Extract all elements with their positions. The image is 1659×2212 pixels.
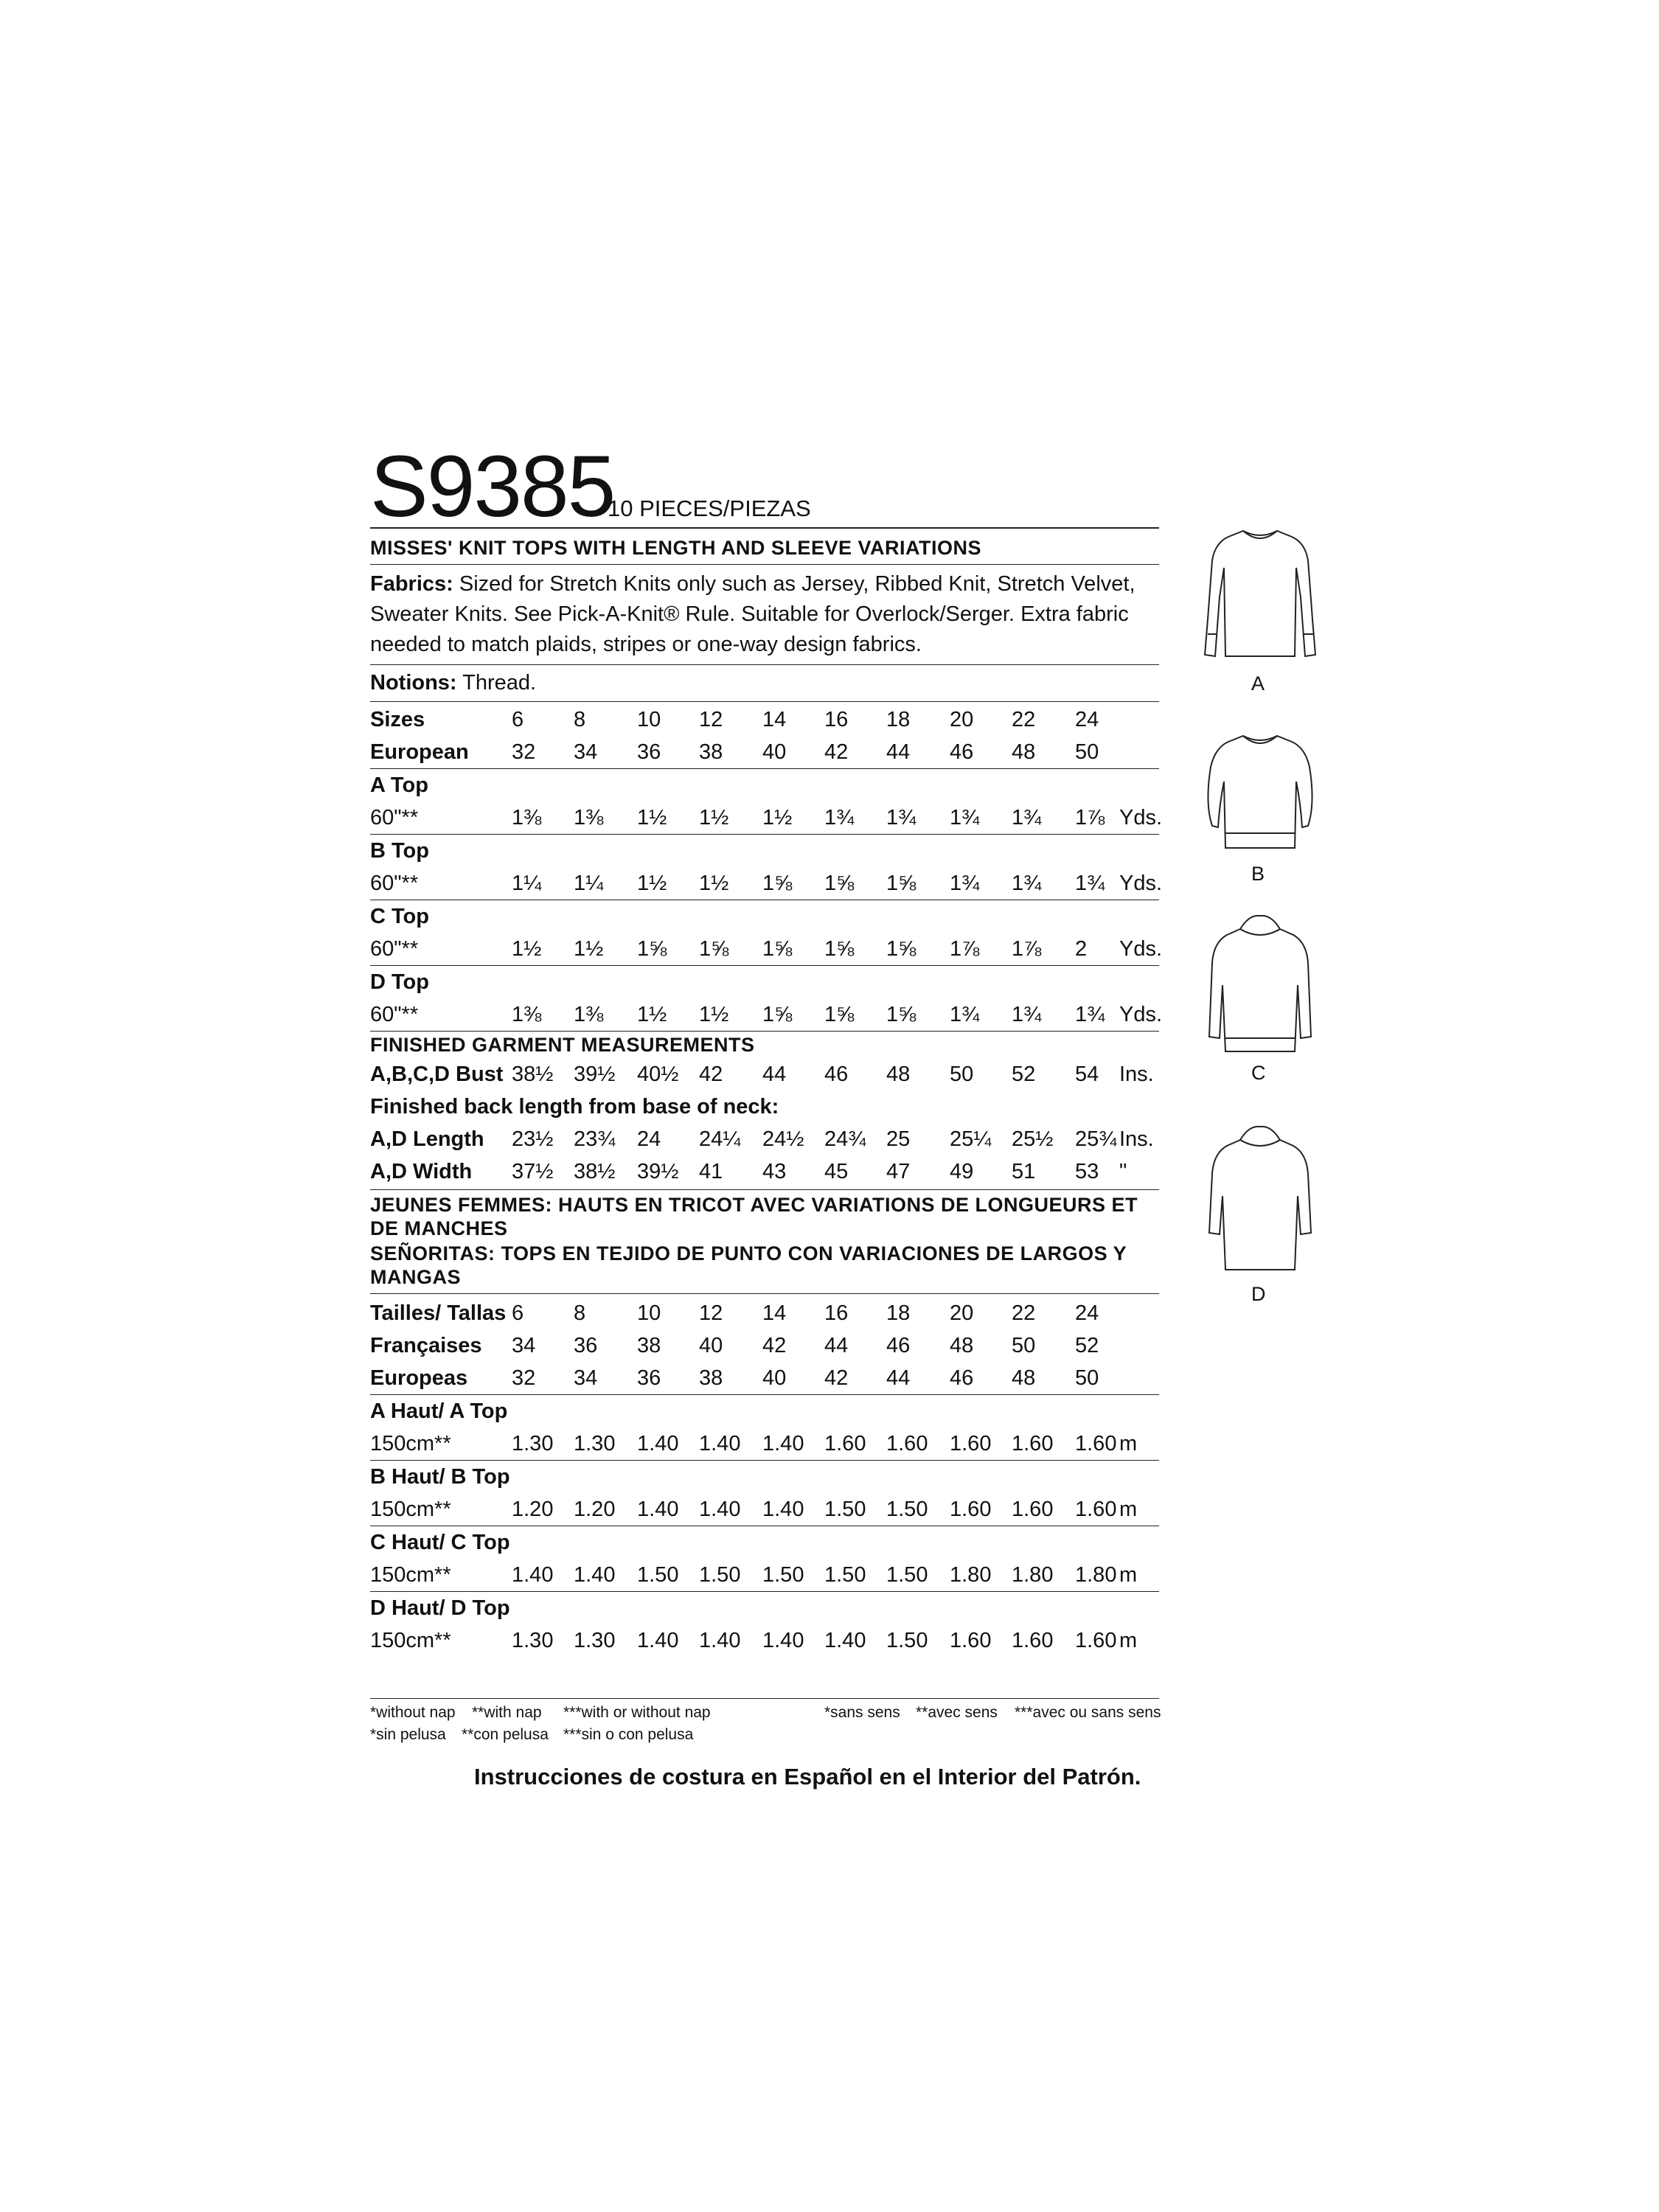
cell-value: 18 xyxy=(886,708,911,731)
cell-value: 39½ xyxy=(574,1062,616,1086)
yardage-row xyxy=(370,998,1163,1031)
row-label: A Haut/ A Top xyxy=(370,1399,508,1423)
view-d-sketch xyxy=(1197,1122,1323,1281)
row-label: D Haut/ D Top xyxy=(370,1596,510,1620)
cell-value: 20 xyxy=(950,1301,974,1325)
view-c-label: C xyxy=(1251,1062,1266,1084)
cell-value: 1.60 xyxy=(824,1432,866,1455)
footnotes-row-2: *sin pelusa **con pelusa ***sin o con pelusa xyxy=(370,1726,694,1743)
view-heading xyxy=(370,966,1159,998)
cell-value: 1⅝ xyxy=(699,937,729,961)
cell-value: 50 xyxy=(1075,740,1099,764)
cell-value: 46 xyxy=(824,1062,849,1086)
cell-value: 1¼ xyxy=(574,872,604,895)
cell-value: 25¾ xyxy=(1075,1127,1117,1151)
yardage-row xyxy=(370,801,1163,834)
french-title: JEUNES FEMMES: HAUTS EN TRICOT AVEC VARIATIONS DE LONGUEURS ET DE MANCHES xyxy=(370,1194,1138,1239)
cell-value: 1.60 xyxy=(950,1498,992,1521)
row-label: 150cm** xyxy=(370,1563,451,1587)
cell-value: 1.50 xyxy=(886,1629,928,1652)
cell-value: 42 xyxy=(699,1062,723,1086)
cell-value: 50 xyxy=(1075,1366,1099,1390)
cell-value: 24¼ xyxy=(699,1127,741,1151)
bust-row xyxy=(370,1058,1159,1091)
cell-value: 39½ xyxy=(637,1160,679,1183)
cell-value: 1¾ xyxy=(950,872,980,895)
cell-value: 1.40 xyxy=(699,1498,741,1521)
cell-value: 18 xyxy=(886,1301,911,1325)
cell-value: 10 xyxy=(637,1301,661,1325)
metric-yardage-row xyxy=(370,1493,1159,1526)
piece-count: 10 PIECES/PIEZAS xyxy=(608,495,811,521)
cell-value: 1½ xyxy=(512,937,542,961)
view-c-sketch xyxy=(1197,911,1323,1070)
cell-value: 1½ xyxy=(574,937,604,961)
cell-value: 40 xyxy=(699,1334,723,1357)
row-label: B Haut/ B Top xyxy=(370,1465,510,1489)
row-label: A,B,C,D Bust xyxy=(370,1062,504,1086)
cell-value: 23½ xyxy=(512,1127,554,1151)
cell-value: 1⅝ xyxy=(762,872,793,895)
cell-value: 36 xyxy=(574,1334,598,1357)
cell-value: 25½ xyxy=(1012,1127,1054,1151)
cell-value: 1.20 xyxy=(512,1498,554,1521)
cell-value: 1.50 xyxy=(824,1498,866,1521)
cell-value: 46 xyxy=(950,740,974,764)
cell-value: 1½ xyxy=(762,806,793,830)
cell-value: 1.50 xyxy=(699,1563,741,1587)
view-a-label: A xyxy=(1251,672,1265,695)
cell-value: 1.40 xyxy=(762,1432,804,1455)
row-label: European xyxy=(370,740,469,764)
row-label: 60"** xyxy=(370,872,419,895)
cell-value: 14 xyxy=(762,1301,787,1325)
row-label: Europeas xyxy=(370,1366,468,1390)
cell-value: 1⅝ xyxy=(762,1003,793,1026)
view-heading xyxy=(370,835,1159,867)
cell-value: 1.40 xyxy=(762,1629,804,1652)
cell-value: 1.50 xyxy=(886,1563,928,1587)
cell-value: 38½ xyxy=(574,1160,616,1183)
pattern-info-sheet xyxy=(370,438,1163,1746)
cell-value: 6 xyxy=(512,708,524,731)
cell-value: 1.40 xyxy=(637,1629,679,1652)
cell-value: 24¾ xyxy=(824,1127,866,1151)
width-values xyxy=(370,1155,1159,1188)
cell-value: 38 xyxy=(699,740,723,764)
cell-value: 32 xyxy=(512,740,536,764)
cell-value: 42 xyxy=(824,1366,849,1390)
cell-value: 1¼ xyxy=(512,872,542,895)
cell-value: 1.40 xyxy=(512,1563,554,1587)
cell-value: 1.40 xyxy=(699,1629,741,1652)
cell-value: 6 xyxy=(512,1301,524,1325)
cell-value: 12 xyxy=(699,708,723,731)
cell-value: 1.80 xyxy=(1012,1563,1054,1587)
notions-text: Notions: Thread. xyxy=(370,671,537,695)
cell-value: 1.60 xyxy=(950,1629,992,1652)
cell-value: 1¾ xyxy=(1075,1003,1105,1026)
cell-value: 40 xyxy=(762,1366,787,1390)
view-a-sketch xyxy=(1197,524,1323,667)
row-label: 60"** xyxy=(370,806,419,830)
cell-value: 1⅜ xyxy=(512,1003,542,1026)
yardage-row xyxy=(370,867,1163,900)
row-label: A,D Length xyxy=(370,1127,484,1151)
cell-value: 1.60 xyxy=(1012,1629,1054,1652)
cell-value: 1⅝ xyxy=(824,937,855,961)
metric-size-table xyxy=(370,1294,1159,1394)
row-label: C Top xyxy=(370,905,429,928)
cell-value: 44 xyxy=(762,1062,787,1086)
cell-value: 20 xyxy=(950,708,974,731)
cell-value: 1⅜ xyxy=(512,806,542,830)
cell-value: 1.30 xyxy=(574,1432,616,1455)
cell-value: 14 xyxy=(762,708,787,731)
cell-value: 1.30 xyxy=(574,1629,616,1652)
metric-yardage-row xyxy=(370,1624,1159,1657)
view-heading xyxy=(370,1592,1159,1624)
yardage-row xyxy=(370,933,1163,965)
cell-value: 34 xyxy=(574,1366,598,1390)
cell-value: 38 xyxy=(637,1334,661,1357)
cell-value: 1.80 xyxy=(950,1563,992,1587)
cell-value: 1⅝ xyxy=(824,872,855,895)
cell-value: 1¾ xyxy=(1012,1003,1042,1026)
cell-value: 1½ xyxy=(637,1003,667,1026)
cell-value: 23¾ xyxy=(574,1127,616,1151)
cell-value: 22 xyxy=(1012,1301,1036,1325)
european-row xyxy=(370,736,1159,768)
cell-value: 1.60 xyxy=(1075,1432,1117,1455)
footnotes-row-1: *without nap **with nap ***with or without nap *sans sens **avec sens ***avec ou sans sens xyxy=(370,1704,1161,1721)
cell-value: 50 xyxy=(1012,1334,1036,1357)
cell-value: 46 xyxy=(886,1334,911,1357)
metric-yardage-table xyxy=(370,1395,1159,1657)
spanish-title: SEÑORITAS: TOPS EN TEJIDO DE PUNTO CON VARIACIONES DE LARGOS Y MANGAS xyxy=(370,1242,1127,1288)
row-label: B Top xyxy=(370,839,429,863)
view-heading xyxy=(370,1526,1159,1559)
cell-value: 1⅞ xyxy=(1075,806,1105,830)
row-label: 150cm** xyxy=(370,1629,451,1652)
cell-value: 1¾ xyxy=(1012,872,1042,895)
metric-size-row xyxy=(370,1297,1159,1329)
cell-value: 44 xyxy=(886,740,911,764)
cell-value: 25 xyxy=(886,1127,911,1151)
cell-value: 1.60 xyxy=(1012,1432,1054,1455)
row-label: A Top xyxy=(370,773,428,797)
cell-value: 25¼ xyxy=(950,1127,992,1151)
cell-value: 44 xyxy=(824,1334,849,1357)
cell-value: 1.40 xyxy=(824,1629,866,1652)
cell-value: 1.40 xyxy=(637,1432,679,1455)
cell-value: 8 xyxy=(574,1301,586,1325)
metric-size-row xyxy=(370,1329,1159,1362)
row-label: 60"** xyxy=(370,1003,419,1026)
cell-value: 1.20 xyxy=(574,1498,616,1521)
cell-value: 50 xyxy=(950,1062,974,1086)
row-label: 150cm** xyxy=(370,1498,451,1521)
cell-value: 41 xyxy=(699,1160,723,1183)
metric-size-row xyxy=(370,1362,1159,1394)
cell-value: 16 xyxy=(824,1301,849,1325)
header xyxy=(370,438,1159,535)
cell-value: 32 xyxy=(512,1366,536,1390)
cell-value: 34 xyxy=(574,740,598,764)
length-values xyxy=(370,1123,1159,1155)
cell-value: 24 xyxy=(1075,1301,1099,1325)
cell-value: 2 xyxy=(1075,937,1088,961)
cell-value: 1⅝ xyxy=(762,937,793,961)
unit-label: Yds. xyxy=(1119,872,1163,895)
cell-value: 1⅝ xyxy=(886,937,917,961)
size-table xyxy=(370,702,1159,768)
cell-value: 1.60 xyxy=(950,1432,992,1455)
cell-value: 24½ xyxy=(762,1127,804,1151)
cell-value: 1.30 xyxy=(512,1432,554,1455)
view-b-label: B xyxy=(1251,863,1265,885)
cell-value: 1.40 xyxy=(637,1498,679,1521)
view-heading xyxy=(370,1461,1159,1493)
cell-value: 1.40 xyxy=(574,1563,616,1587)
view-heading xyxy=(370,900,1159,933)
cell-value: 1.80 xyxy=(1075,1563,1117,1587)
cell-value: 38 xyxy=(699,1366,723,1390)
metric-yardage-row xyxy=(370,1559,1159,1591)
cell-value: 36 xyxy=(637,740,661,764)
unit-label: " xyxy=(1119,1160,1127,1183)
metric-yardage-row xyxy=(370,1427,1159,1460)
unit-label: m xyxy=(1119,1563,1138,1587)
cell-value: 48 xyxy=(950,1334,974,1357)
view-d-label: D xyxy=(1251,1283,1266,1305)
cell-value: 34 xyxy=(512,1334,536,1357)
cell-value: 40½ xyxy=(637,1062,679,1086)
row-label: Tailles/ Tallas xyxy=(370,1301,507,1325)
unit-label: Yds. xyxy=(1119,1003,1163,1026)
cell-value: 12 xyxy=(699,1301,723,1325)
row-label: 60"** xyxy=(370,937,419,961)
unit-label: Ins. xyxy=(1119,1127,1154,1151)
unit-label: m xyxy=(1119,1432,1138,1455)
unit-label: Yds. xyxy=(1119,806,1163,830)
cell-value: 22 xyxy=(1012,708,1036,731)
unit-label: Yds. xyxy=(1119,937,1163,961)
cell-value: 47 xyxy=(886,1160,911,1183)
cell-value: 1¾ xyxy=(886,806,917,830)
cell-value: 1.50 xyxy=(824,1563,866,1587)
cell-value: 1.40 xyxy=(699,1432,741,1455)
length-width-rows xyxy=(370,1123,1159,1188)
cell-value: 1.60 xyxy=(1075,1629,1117,1652)
cell-value: 37½ xyxy=(512,1160,554,1183)
cell-value: 44 xyxy=(886,1366,911,1390)
cell-value: 1½ xyxy=(699,1003,729,1026)
row-label: A,D Width xyxy=(370,1160,473,1183)
cell-value: 1.40 xyxy=(762,1498,804,1521)
row-label: 150cm** xyxy=(370,1432,451,1455)
cell-value: 45 xyxy=(824,1160,849,1183)
cell-value: 1.60 xyxy=(886,1432,928,1455)
cell-value: 38½ xyxy=(512,1062,554,1086)
cell-value: 52 xyxy=(1012,1062,1036,1086)
cell-value: 1¾ xyxy=(1075,872,1105,895)
row-label: Sizes xyxy=(370,708,425,731)
cell-value: 1.50 xyxy=(886,1498,928,1521)
cell-value: 40 xyxy=(762,740,787,764)
cell-value: 1.30 xyxy=(512,1629,554,1652)
pattern-title: MISSES' KNIT TOPS WITH LENGTH AND SLEEVE VARIATIONS xyxy=(370,537,981,559)
cell-value: 1⅞ xyxy=(1012,937,1042,961)
cell-value: 10 xyxy=(637,708,661,731)
spanish-instructions-note: Instrucciones de costura en Español en el Interior del Patrón. xyxy=(474,1764,1141,1790)
cell-value: 24 xyxy=(1075,708,1099,731)
cell-value: 1⅝ xyxy=(886,1003,917,1026)
cell-value: 1½ xyxy=(699,806,729,830)
cell-value: 8 xyxy=(574,708,586,731)
unit-label: Ins. xyxy=(1119,1062,1154,1086)
cell-value: 1.50 xyxy=(762,1563,804,1587)
cell-value: 1.60 xyxy=(1075,1498,1117,1521)
unit-label: m xyxy=(1119,1629,1138,1652)
cell-value: 1.60 xyxy=(1012,1498,1054,1521)
yardage-table xyxy=(370,769,1163,1031)
cell-value: 1½ xyxy=(699,872,729,895)
cell-value: 1¾ xyxy=(950,1003,980,1026)
cell-value: 1⅝ xyxy=(886,872,917,895)
cell-value: 49 xyxy=(950,1160,974,1183)
cell-value: 48 xyxy=(1012,740,1036,764)
cell-value: 24 xyxy=(637,1127,661,1151)
cell-value: 1⅜ xyxy=(574,806,604,830)
finished-measurements-title: FINISHED GARMENT MEASUREMENTS xyxy=(370,1034,755,1056)
cell-value: 43 xyxy=(762,1160,787,1183)
view-b-sketch xyxy=(1197,730,1323,859)
row-label: C Haut/ C Top xyxy=(370,1531,510,1554)
row-label: D Top xyxy=(370,970,429,994)
cell-value: 1⅜ xyxy=(574,1003,604,1026)
cell-value: 1⅝ xyxy=(637,937,667,961)
view-heading xyxy=(370,769,1159,801)
row-label: Françaises xyxy=(370,1334,482,1357)
cell-value: 51 xyxy=(1012,1160,1036,1183)
cell-value: 54 xyxy=(1075,1062,1099,1086)
cell-value: 1¾ xyxy=(824,806,855,830)
cell-value: 1.50 xyxy=(637,1563,679,1587)
cell-value: 42 xyxy=(762,1334,787,1357)
cell-value: 1½ xyxy=(637,806,667,830)
cell-value: 1¾ xyxy=(1012,806,1042,830)
fabrics-text: Fabrics: Sized for Stretch Knits only such as Jersey, Ribbed Knit, Stretch Velvet, Sweater Knits. See Pick-A-Knit® Rule. Suitable for Overlock/Serger. Extra fabric needed to match plaids, stripes or one-way design fabrics. xyxy=(370,572,1135,656)
cell-value: 1⅞ xyxy=(950,937,980,961)
cell-value: 1⅝ xyxy=(824,1003,855,1026)
bust-values xyxy=(370,1058,1159,1091)
cell-value: 42 xyxy=(824,740,849,764)
cell-value: 48 xyxy=(886,1062,911,1086)
cell-value: 46 xyxy=(950,1366,974,1390)
unit-label: m xyxy=(1119,1498,1138,1521)
pattern-code: S9385 xyxy=(370,438,615,535)
cell-value: 53 xyxy=(1075,1160,1099,1183)
view-heading xyxy=(370,1395,1159,1427)
cell-value: 16 xyxy=(824,708,849,731)
back-length-title: Finished back length from base of neck: xyxy=(370,1095,779,1119)
cell-value: 1½ xyxy=(637,872,667,895)
cell-value: 52 xyxy=(1075,1334,1099,1357)
cell-value: 36 xyxy=(637,1366,661,1390)
cell-value: 1¾ xyxy=(950,806,980,830)
sizes-row xyxy=(370,703,1159,736)
cell-value: 48 xyxy=(1012,1366,1036,1390)
